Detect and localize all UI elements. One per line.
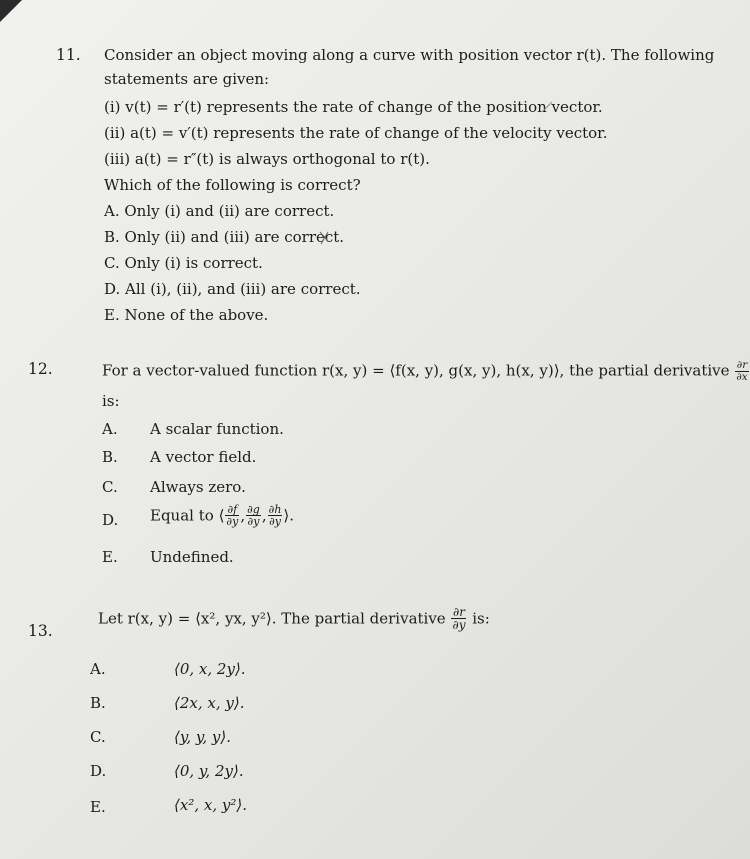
q11-prompt: Which of the following is correct? (104, 176, 361, 194)
q12-d-frac-g (246, 504, 261, 527)
q11-statement-3: (iii) a(t) = r″(t) is always orthogonal to r(t). (104, 150, 430, 168)
q13-option-c-text: ⟨y, y, y⟩. (174, 728, 231, 746)
q12-partial-fraction (735, 360, 748, 383)
q13-stem-text: Let r(x, y) = ⟨x², yx, y²⟩. The partial derivative (98, 609, 446, 628)
q12-option-a-letter: A. (102, 420, 118, 438)
q12-d-f-den: ∂y (226, 515, 239, 528)
q12-d-h-num: ∂h (268, 503, 282, 516)
q12-frac-num: ∂r (736, 359, 748, 371)
q11-option-b: B. Only (ii) and (iii) are correct. (104, 228, 345, 246)
pencil-mark-icon (318, 229, 330, 245)
q12-option-e-text: Undefined. (150, 548, 234, 566)
q13-number: 13. (28, 622, 53, 640)
q11-stem-line2: statements are given: (104, 70, 270, 88)
q12-stem-text: For a vector-valued function r(x, y) = ⟨f(x, y), g(x, y), h(x, y)⟩, the partial derivative (102, 361, 730, 380)
q12-option-d-letter: D. (102, 511, 119, 529)
q13-stem-end: is: (472, 609, 490, 628)
q12-d-h-den: ∂y (269, 515, 281, 528)
q12-d-g-num: ∂g (247, 503, 260, 516)
q12-option-d: Equal to ⟨ $\frac{\partial f}{\partial y}$ , $\frac{\partial g}{\partial y}$ , $\frac{\partial h}{\partial y}$ ⟩. (150, 503, 295, 528)
q12-option-b-letter: B. (102, 448, 118, 466)
q12-d-f-num: ∂f (225, 504, 239, 516)
q12-number: 12. (28, 360, 53, 378)
q12-option-a-text: A scalar function. (150, 420, 284, 438)
q11-option-e: E. None of the above. (104, 306, 269, 324)
q13-stem (98, 606, 490, 631)
q13-frac-den: ∂y (452, 618, 466, 632)
q13-frac-num: ∂r (453, 605, 465, 619)
q12-option-c-letter: C. (102, 478, 118, 496)
page-corner-shadow (0, 0, 22, 22)
q11-stem-line1: Consider an object moving along a curve with position vector r(t). The following (104, 46, 715, 64)
pencil-tick-icon (540, 100, 554, 114)
q13-option-a-text: ⟨0, x, 2y⟩. (174, 660, 246, 678)
q13-option-b-text: ⟨2x, x, y⟩. (174, 694, 245, 712)
q12-option-d-text: Equal to (150, 506, 214, 525)
q11-statement-2: (ii) a(t) = v′(t) represents the rate of change of the velocity vector. (104, 124, 608, 142)
q13-option-d-letter: D. (90, 762, 107, 780)
q13-option-b-letter: B. (90, 694, 106, 712)
q12-stem-end: is: (102, 392, 120, 410)
q13-option-a-letter: A. (90, 660, 106, 678)
q13-partial-fraction (451, 606, 466, 631)
q11-option-a: A. Only (i) and (ii) are correct. (104, 202, 335, 220)
q12-d-frac-f (225, 504, 239, 527)
q12-option-b-text: A vector field. (150, 448, 257, 466)
q13-option-d-text: ⟨0, y, 2y⟩. (174, 762, 244, 780)
q12-option-c-text: Always zero. (150, 478, 246, 496)
q12-option-e-letter: E. (102, 548, 118, 566)
q11-option-d: D. All (i), (ii), and (iii) are correct. (104, 280, 361, 298)
q11-number: 11. (56, 46, 81, 64)
q11-statement-1: (i) v(t) = r′(t) represents the rate of change of the position vector. (104, 98, 603, 116)
q11-option-c: C. Only (i) is correct. (104, 254, 263, 272)
q13-option-e-text: ⟨x², x, y²⟩. (174, 796, 247, 814)
q12-stem (102, 360, 750, 383)
q12-d-frac-h (268, 504, 283, 527)
q12-frac-den: ∂x (736, 371, 748, 383)
q12-d-g-den: ∂y (247, 515, 260, 528)
q13-option-c-letter: C. (90, 728, 106, 746)
q13-option-e-letter: E. (90, 798, 106, 816)
